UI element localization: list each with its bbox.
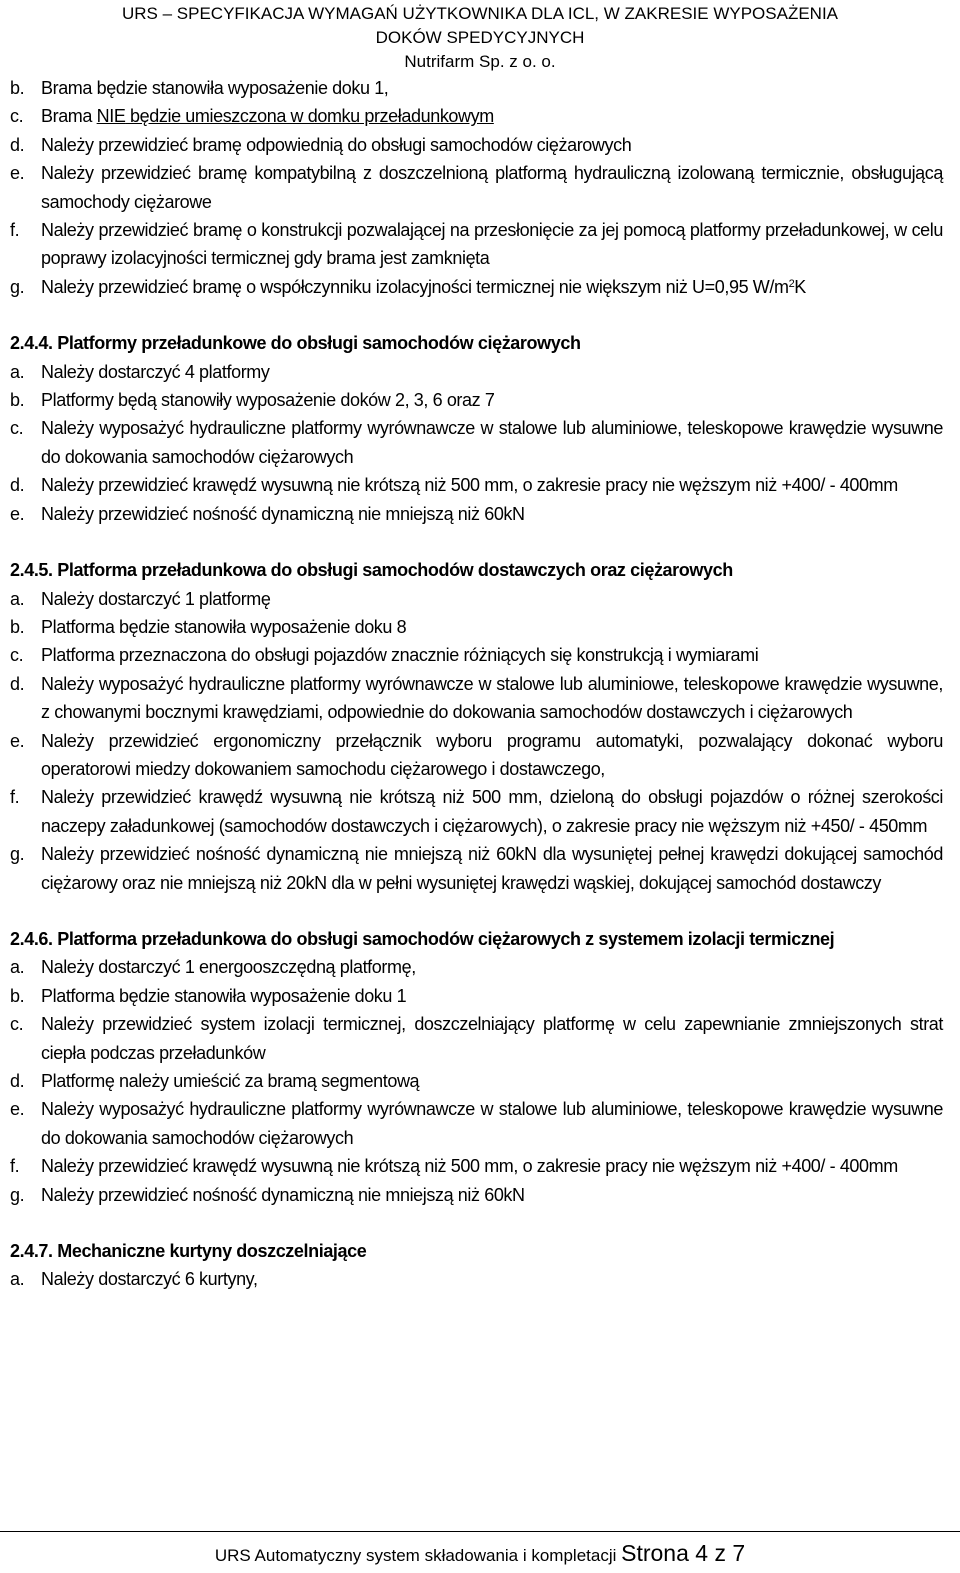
section-heading-2-4-6: 2.4.6. Platforma przeładunkowa do obsługi samochodów ciężarowych z systemem izolacji termicznej xyxy=(10,928,835,949)
item-label: e. xyxy=(10,503,25,524)
footer-divider xyxy=(0,1531,960,1532)
item-text: Platforma będzie stanowiła wyposażenie doku 1 xyxy=(41,985,407,1006)
section-heading-2-4-4: 2.4.4. Platformy przeładunkowe do obsługi samochodów ciężarowych xyxy=(10,333,581,354)
list-item xyxy=(10,953,943,981)
item-label: f. xyxy=(10,220,20,241)
list-item xyxy=(10,641,943,669)
section-heading-2-4-7: 2.4.7. Mechaniczne kurtyny doszczelniające xyxy=(10,1241,367,1262)
list-item xyxy=(10,1067,943,1095)
item-label: g. xyxy=(10,276,25,297)
item-text: Należy przewidzieć krawędź wysuwną nie krótszą niż 500 mm, o zakresie pracy nie węższym niż +400/ - 400mm xyxy=(41,475,898,496)
item-label: a. xyxy=(10,361,25,382)
list-item xyxy=(10,471,943,499)
list-item xyxy=(10,840,943,897)
item-text: Należy przewidzieć bramę kompatybilną z doszczelnioną platformą hydrauliczną izolowaną termicznie, obsługującą samochody ciężarowe xyxy=(41,163,943,212)
item-text-pre: Brama xyxy=(41,106,97,127)
item-text: Platforma przeznaczona do obsługi pojazdów znacznie różniących się konstrukcją i wymiarami xyxy=(41,645,759,666)
page-footer xyxy=(0,1538,960,1571)
item-text: Platforma będzie stanowiła wyposażenie doku 8 xyxy=(41,616,407,637)
item-text: Należy dostarczyć 4 platformy xyxy=(41,361,270,382)
item-label: c. xyxy=(10,645,24,666)
item-text: Należy przewidzieć bramę odpowiednią do obsługi samochodów ciężarowych xyxy=(41,134,632,155)
item-text: Brama będzie stanowiła wyposażenie doku 1, xyxy=(41,78,389,98)
item-text: Należy przewidzieć nośność dynamiczną nie mniejszą niż 60kN dla wysuniętej pełnej krawędzi dokującej samochód ciężarowy oraz nie mniejszą niż 20kN dla w pełni wysuniętej krawędzi wąskiej, dokującej samochód dostawczy xyxy=(41,844,943,893)
list-item xyxy=(10,414,943,471)
list-item xyxy=(10,216,943,273)
item-text: Należy wyposażyć hydrauliczne platformy wyrównawcze w stalowe lub aluminiowe, teleskopowe krawędzie wysuwne do dokowania samochodów ciężarowych xyxy=(41,418,943,467)
item-text: Należy wyposażyć hydrauliczne platformy wyrównawcze w stalowe lub aluminiowe, teleskopowe krawędzie wysuwne do dokowania samochodów ciężarowych xyxy=(41,1099,943,1148)
item-label: e. xyxy=(10,163,25,184)
item-label: g. xyxy=(10,844,25,865)
item-label: b. xyxy=(10,616,25,637)
item-text-main: Należy przewidzieć bramę o współczynniku izolacyjności termicznej nie większym niż U=0,95 W/m xyxy=(41,276,789,297)
item-label: f. xyxy=(10,787,20,808)
item-text: Należy przewidzieć krawędź wysuwną nie krótszą niż 500 mm, dzieloną do obsługi pojazdów o różnej szerokości naczepy załadunkowej (samochodów dostawczych i ciężarowych), o zakresie pracy nie węższym niż +450/ - 450mm xyxy=(41,787,943,836)
item-label: c. xyxy=(10,106,24,127)
item-text: Należy wyposażyć hydrauliczne platformy wyrównawcze w stalowe lub aluminiowe, teleskopowe krawędzie wysuwne, z chowanymi bocznymi krawędziami, odpowiednie do dokowania samochodów dostawczych i ciężarowych xyxy=(41,673,943,723)
item-label: d. xyxy=(10,475,25,496)
list-item xyxy=(10,273,943,301)
list-item xyxy=(10,74,943,102)
list-item xyxy=(10,131,943,159)
item-label: d. xyxy=(10,673,25,694)
header-subtitle: DOKÓW SPEDYCYJNYCH xyxy=(375,28,585,47)
item-text: Należy dostarczyć 1 platformę xyxy=(41,588,271,609)
item-text: Należy dostarczyć 6 kurtyny, xyxy=(41,1269,258,1290)
item-label: b. xyxy=(10,985,25,1006)
item-label: a. xyxy=(10,957,25,978)
item-text-tail: K xyxy=(794,276,806,297)
item-label: a. xyxy=(10,1269,25,1290)
item-text: Należy przewidzieć krawędź wysuwną nie krótszą niż 500 mm, o zakresie pracy nie węższym niż +400/ - 400mm xyxy=(41,1156,898,1177)
list-item xyxy=(10,500,943,528)
list-item xyxy=(10,1265,943,1293)
item-text: Należy dostarczyć 1 energooszczędną platformę, xyxy=(41,957,416,978)
header-company: Nutrifarm Sp. z o. o. xyxy=(404,52,556,71)
item-label: g. xyxy=(10,1184,25,1205)
document-body xyxy=(10,74,943,1294)
list-item xyxy=(10,727,943,784)
list-item xyxy=(10,1010,943,1067)
header-title: URS – SPECYFIKACJA WYMAGAŃ UŻYTKOWNIKA DLA ICL, W ZAKRESIE WYPOSAŻENIA xyxy=(121,4,839,23)
item-label: d. xyxy=(10,134,25,155)
list-item xyxy=(10,1181,943,1209)
item-label: a. xyxy=(10,588,25,609)
item-text: Platformę należy umieścić za bramą segmentową xyxy=(41,1071,420,1091)
item-text xyxy=(41,102,943,130)
section-heading-2-4-5: 2.4.5. Platforma przeładunkowa do obsługi samochodów dostawczych oraz ciężarowych xyxy=(10,560,733,581)
item-text: Należy przewidzieć nośność dynamiczną nie mniejszą niż 60kN xyxy=(41,1184,525,1205)
item-label: d. xyxy=(10,1071,25,1091)
item-text: Platformy będą stanowiły wyposażenie doków 2, 3, 6 oraz 7 xyxy=(41,390,495,411)
item-label: c. xyxy=(10,1014,24,1035)
list-item xyxy=(10,1152,943,1180)
item-label: f. xyxy=(10,1156,20,1177)
list-item xyxy=(10,102,943,130)
item-text xyxy=(41,273,943,301)
underlined-emphasis: NIE xyxy=(96,106,126,127)
list-item xyxy=(10,670,943,727)
item-label: c. xyxy=(10,418,24,439)
list-item xyxy=(10,783,943,840)
superscript: 2 xyxy=(788,277,795,290)
item-label: b. xyxy=(10,390,25,411)
item-text: Należy przewidzieć bramę o konstrukcji pozwalającej na przesłonięcie za jej pomocą platformy przeładunkowej, w celu poprawy izolacyjności termicznej gdy brama jest zamknięta xyxy=(41,220,943,269)
item-text-post: będzie umieszczona w domku przeładunkowym xyxy=(125,106,494,127)
list-item xyxy=(10,982,943,1010)
list-item xyxy=(10,613,943,641)
page-number: Strona 4 z 7 xyxy=(621,1540,746,1566)
item-label: e. xyxy=(10,1099,25,1120)
item-label: e. xyxy=(10,730,25,751)
list-item xyxy=(10,585,943,613)
item-text: Należy przewidzieć ergonomiczny przełącznik wyboru programu automatyki, pozwalający dokonać wyboru operatorowi miedzy dokowaniem samochodu ciężarowego i dostawczego, xyxy=(41,730,943,779)
item-text: Należy przewidzieć nośność dynamiczną nie mniejszą niż 60kN xyxy=(41,503,525,524)
list-item xyxy=(10,159,943,216)
list-item xyxy=(10,358,943,386)
list-item xyxy=(10,1095,943,1152)
footer-text: URS Automatyczny system składowania i kompletacji xyxy=(214,1546,622,1565)
list-item xyxy=(10,386,943,414)
item-label: b. xyxy=(10,78,25,98)
item-text: Należy przewidzieć system izolacji termicznej, doszczelniający platformę w celu zapewnianie zmniejszonych strat ciepła podczas przeładunków xyxy=(41,1014,943,1063)
